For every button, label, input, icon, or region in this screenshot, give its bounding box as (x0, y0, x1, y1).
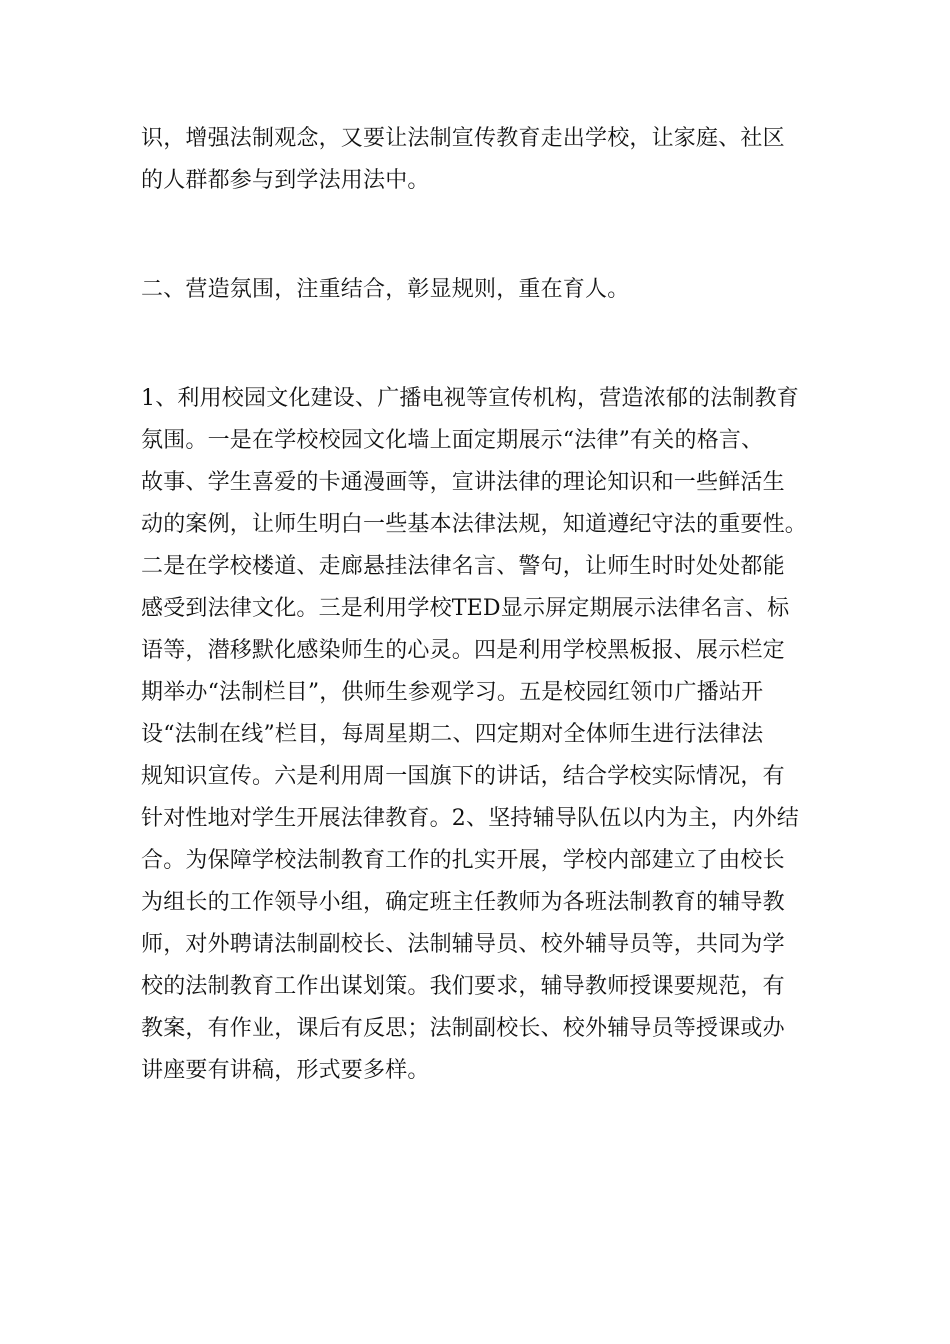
body-line: 故事、学生喜爱的卡通漫画等，宣讲法律的理论知识和一些鲜活生 (141, 470, 785, 495)
body-line: 二是在学校楼道、走廊悬挂法律名言、警句，让师生时时处处都能 (141, 554, 785, 579)
body-line: 师，对外聘请法制副校长、法制辅导员、校外辅导员等，共同为学 (141, 932, 785, 957)
body-line: 设“法制在线”栏目，每周星期二、四定期对全体师生进行法律法 (141, 722, 764, 747)
section-heading: 二、营造氛围，注重结合，彰显规则，重在育人。 (141, 277, 630, 302)
body-line: 的人群都参与到学法用法中。 (141, 168, 430, 193)
body-line: 教案，有作业，课后有反思；法制副校长、校外辅导员等授课或办 (141, 1016, 785, 1041)
body-line: 为组长的工作领导小组，确定班主任教师为各班法制教育的辅导教 (141, 890, 785, 915)
body-line: 合。为保障学校法制教育工作的扎实开展，学校内部建立了由校长 (141, 848, 785, 873)
paragraph-gap (141, 202, 821, 269)
body-line: 讲座要有讲稿，形式要多样。 (141, 1058, 430, 1083)
document-body (141, 118, 821, 1092)
body-line: 动的案例，让师生明白一些基本法律法规，知道遵纪守法的重要性。 (141, 512, 808, 537)
body-line: 校的法制教育工作出谋划策。我们要求，辅导教师授课要规范，有 (141, 974, 785, 999)
body-line: 氛围。一是在学校校园文化墙上面定期展示“法律”有关的格言、 (141, 428, 764, 453)
paragraph-gap (141, 311, 821, 378)
body-line: 期举办“法制栏目”，供师生参观学习。五是校园红领巾广播站开 (141, 680, 764, 705)
body-line: 感受到法律文化。三是利用学校TED显示屏定期展示法律名言、标 (141, 596, 790, 621)
body-line: 规知识宣传。六是利用周一国旗下的讲话，结合学校实际情况，有 (141, 764, 785, 789)
body-line: 针对性地对学生开展法律教育。2、坚持辅导队伍以内为主，内外结 (141, 806, 799, 831)
body-line: 识，增强法制观念，又要让法制宣传教育走出学校，让家庭、社区 (141, 126, 785, 151)
body-line: 语等，潜移默化感染师生的心灵。四是利用学校黑板报、展示栏定 (141, 638, 785, 663)
body-line: 1、利用校园文化建设、广播电视等宣传机构，营造浓郁的法制教育 (141, 386, 799, 411)
